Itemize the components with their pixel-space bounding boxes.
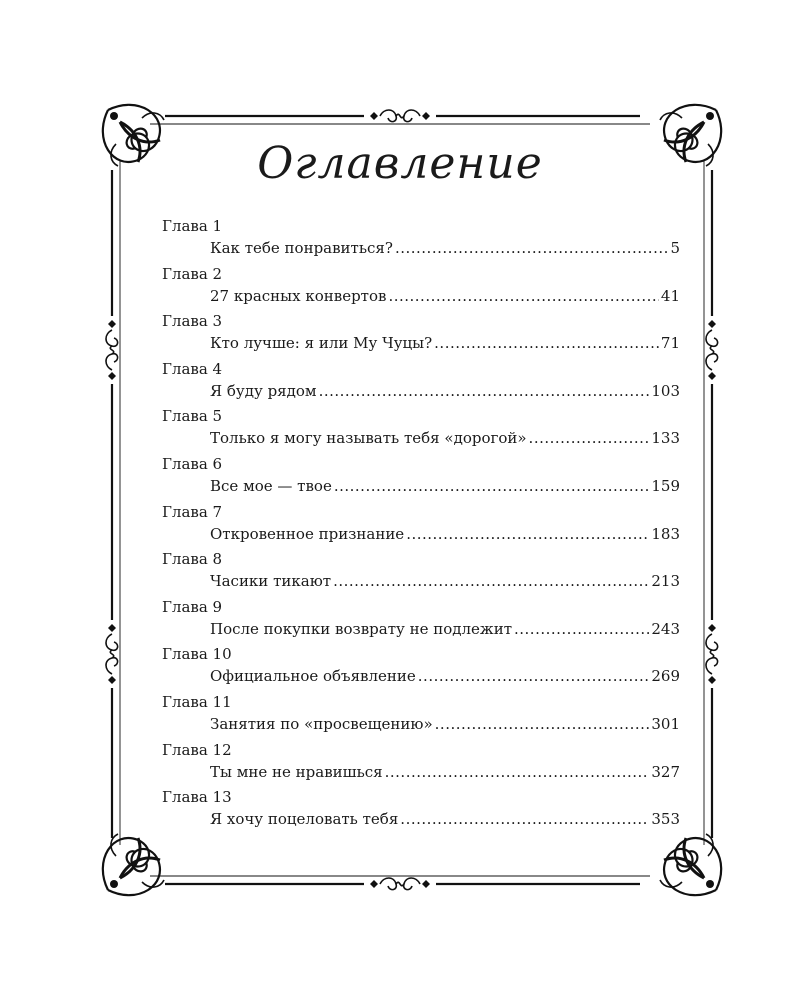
page-number: 269 — [651, 667, 680, 686]
dot-leader — [395, 237, 669, 259]
chapter-label: Глава 1 — [162, 217, 223, 235]
chapter-label: Глава 12 — [162, 740, 232, 759]
chapter-title: Часики тикают — [210, 572, 332, 591]
toc-line — [210, 237, 680, 259]
chapter-label: Глава 3 — [162, 312, 223, 331]
chapter-title: Я хочу поцеловать тебя — [210, 810, 399, 829]
dot-leader — [418, 665, 650, 687]
page-title: Оглавление — [257, 138, 543, 189]
chapter-label: Глава 5 — [162, 407, 223, 426]
toc-line — [210, 475, 680, 497]
chapter-title: Все мое — твое — [210, 476, 332, 495]
toc-line — [210, 761, 680, 783]
chapter-label: Глава 2 — [162, 264, 223, 283]
toc-line — [210, 713, 680, 735]
chapter-label: Глава 11 — [162, 692, 232, 711]
toc-entry — [162, 739, 680, 787]
toc-entry — [162, 263, 680, 311]
toc-entry — [162, 643, 680, 691]
toc-line — [210, 380, 680, 402]
page-number: 353 — [651, 810, 680, 829]
dot-leader — [406, 523, 649, 545]
chapter-label: Глава 10 — [162, 645, 232, 664]
toc-entry — [162, 548, 680, 596]
dot-leader — [388, 285, 658, 307]
page-number: 213 — [651, 572, 680, 591]
chapter-title: Официальное объявление — [210, 667, 416, 686]
page-number: 133 — [651, 429, 680, 448]
chapter-label: Глава 13 — [162, 788, 232, 807]
dot-leader — [434, 332, 659, 354]
dot-leader — [319, 380, 650, 402]
chapter-label: Глава 9 — [162, 597, 223, 616]
toc-entry — [162, 596, 680, 644]
toc-entry — [162, 215, 680, 263]
toc-line — [210, 808, 680, 830]
page-number: 71 — [660, 334, 680, 353]
dot-leader — [435, 713, 650, 735]
toc-entry — [162, 405, 680, 453]
toc-line — [210, 332, 680, 354]
toc-line — [210, 570, 680, 592]
chapter-title: Откровенное признание — [210, 524, 405, 543]
page-number: 159 — [651, 476, 680, 495]
toc-line — [210, 285, 680, 307]
chapter-label: Глава 6 — [162, 454, 223, 473]
dot-leader — [514, 618, 649, 640]
dot-leader — [333, 570, 649, 592]
chapter-label: Глава 7 — [162, 502, 223, 521]
chapter-title: 27 красных конвертов — [210, 286, 387, 305]
toc-line — [210, 618, 680, 640]
toc-line — [210, 665, 680, 687]
page-number: 183 — [651, 524, 680, 543]
chapter-title: Кто лучше: я или Му Чуцы? — [210, 334, 433, 353]
dot-leader — [529, 427, 650, 449]
page-number: 301 — [651, 714, 680, 733]
toc-entry — [162, 691, 680, 739]
page-number: 41 — [660, 286, 680, 305]
toc-line — [210, 523, 680, 545]
chapter-title: После покупки возврату не подлежит — [210, 619, 512, 638]
page-number: 103 — [651, 381, 680, 400]
chapter-title: Я буду рядом — [210, 381, 317, 400]
dot-leader — [334, 475, 650, 497]
chapter-label: Глава 8 — [162, 550, 223, 569]
dot-leader — [385, 761, 650, 783]
toc-entry — [162, 358, 680, 406]
page-number: 327 — [651, 762, 680, 781]
toc-entry — [162, 786, 680, 834]
toc-entry — [162, 310, 680, 358]
chapter-title: Как тебе понравиться? — [210, 239, 393, 257]
toc-entry — [162, 453, 680, 501]
chapter-title: Ты мне не нравишься — [210, 762, 383, 781]
chapter-title: Занятия по «просвещению» — [210, 714, 433, 733]
page-number: 5 — [670, 239, 680, 257]
chapter-title: Только я могу называть тебя «дорогой» — [210, 429, 527, 448]
dot-leader — [400, 808, 649, 830]
chapter-label: Глава 4 — [162, 359, 223, 378]
page-number: 243 — [651, 619, 680, 638]
toc-entry — [162, 501, 680, 549]
table-of-contents — [162, 215, 680, 834]
toc-line — [210, 427, 680, 449]
